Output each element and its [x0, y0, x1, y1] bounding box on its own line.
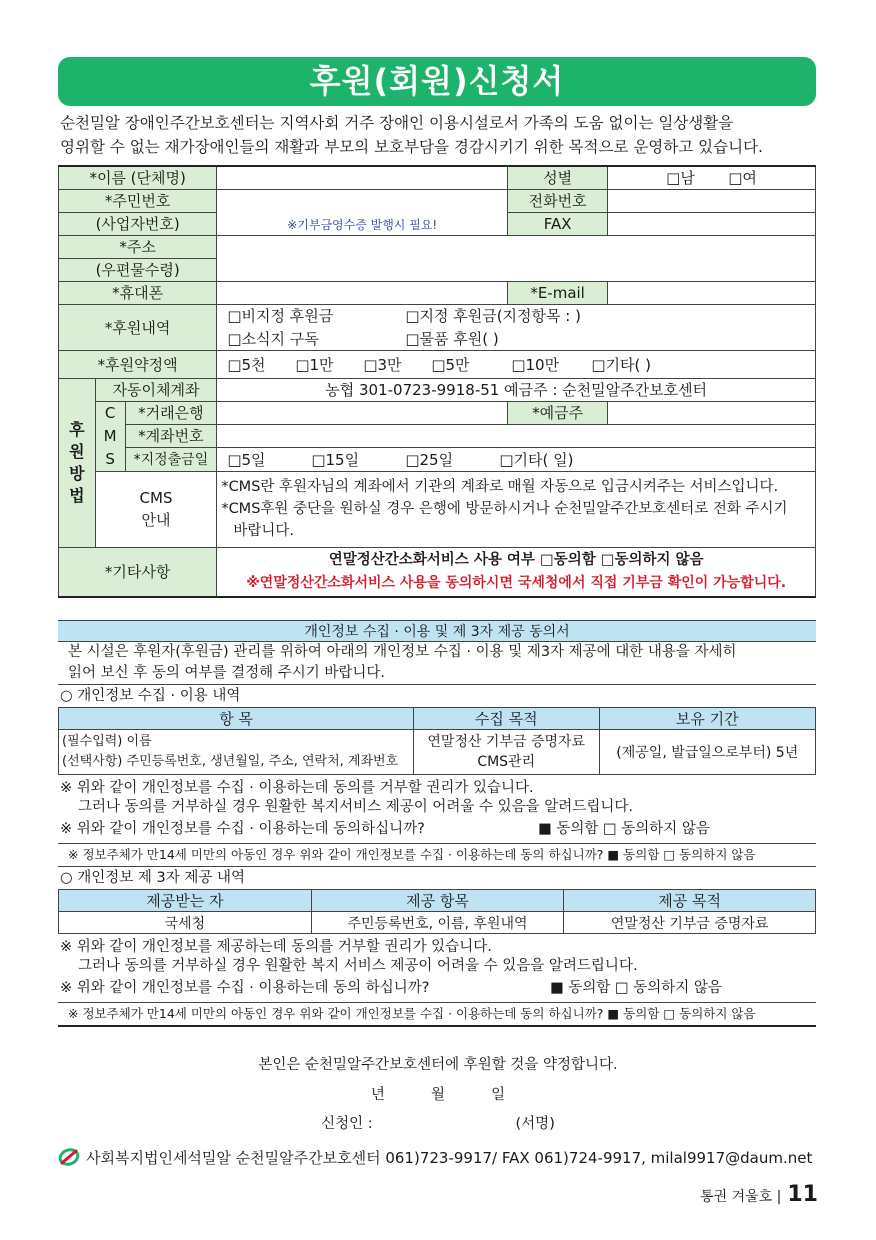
collect-purpose [413, 730, 599, 775]
rrn-label: *주민번호 [59, 189, 217, 212]
amount-options [217, 350, 816, 378]
cms-guide-line: 바랍니다. [233, 523, 294, 539]
goods-donation-checkbox[interactable]: □물품 후원( ) [405, 329, 499, 348]
name-label: *이름 (단체명) [59, 166, 217, 189]
rrn-label-sub: (사업자번호) [59, 212, 217, 235]
cms-guide-text [217, 471, 816, 547]
footer-text: 사회복지법인세석밀알 순천밀알주간보호센터 061)723-9917/ FAX 061)724-9917, milal9917@daum.net [86, 1149, 813, 1167]
third-recipient: 국세청 [59, 912, 312, 934]
collect-purpose-line: 연말정산 기부금 증명자료 [427, 734, 586, 750]
gender-female-checkbox[interactable]: □여 [728, 169, 757, 188]
bank-label: *거래은행 [125, 401, 217, 424]
minor-consent-note-2[interactable]: ※ 정보주체가 만14세 미만의 아동인 경우 위와 같이 개인정보를 수집 · 이용하는데 동의 하십니까? ■ 동의함 □ 동의하지 않음 [58, 1003, 816, 1027]
privacy-section [58, 620, 816, 1027]
amount-50k-checkbox[interactable]: □5만 [431, 355, 470, 374]
gender-label: 성별 [508, 166, 608, 189]
third-note: ※ 위와 같이 개인정보를 제공하는데 동의를 거부할 권리가 있습니다. [60, 939, 492, 955]
intro-line: 영위할 수 없는 재가장애인들의 재활과 부모의 보호부담을 경감시키기 위한 목적으로 운영하고 있습니다. [60, 138, 763, 156]
holder-label: *예금주 [508, 401, 608, 424]
amount-other-checkbox[interactable]: □기타( ) [591, 355, 651, 374]
third-party-table [58, 889, 816, 934]
mobile-field[interactable] [217, 281, 508, 304]
applicant-signature-line[interactable]: 신청인 : (서명) [321, 1116, 555, 1132]
address-label: *주소 [59, 235, 217, 258]
newsletter-checkbox[interactable]: □소식지 구독 [227, 329, 319, 348]
collect-question: ※ 위와 같이 개인정보를 수집 · 이용하는데 동의하십니까? [60, 821, 425, 837]
address-label-sub: (우편물수령) [59, 258, 217, 281]
name-field[interactable] [217, 166, 508, 189]
donation-type-label: *후원내역 [59, 304, 217, 350]
collect-consent-row [58, 817, 816, 841]
privacy-intro-line: 읽어 보신 후 동의 여부를 결정해 주시기 바랍니다. [68, 665, 386, 681]
tax-service-consent[interactable]: 연말정산간소화서비스 사용 여부 □동의함 □동의하지 않음 [328, 551, 704, 568]
donation-undesignated-checkbox[interactable]: □비지정 후원금 [227, 307, 334, 326]
donation-type-row-1 [217, 304, 816, 327]
page-number-value: 11 [787, 1182, 818, 1207]
collect-table [58, 707, 816, 775]
method-label-text: 후원방법 [69, 419, 85, 505]
third-question: ※ 위와 같이 개인정보를 수집 · 이용하는데 동의 하십니까? [60, 980, 430, 996]
privacy-intro-line: 본 시설은 후원자(후원금) 관리를 위하여 아래의 개인정보 수집 · 이용 및 제3자 제공에 대한 내용을 자세히 [68, 644, 737, 660]
collect-notes [58, 775, 816, 844]
phone-field[interactable] [608, 189, 816, 212]
third-purpose: 연말정산 기부금 증명자료 [564, 912, 816, 934]
third-notes [58, 934, 816, 1003]
transfer-account: 농협 301-0723-9918-51 예금주 : 순천밀알주간보호센터 [217, 378, 816, 401]
cms-guide-line: *CMS란 후원자님의 계좌에서 기관의 계좌로 매월 자동으로 입금시켜주는 서비스입니다. [221, 479, 779, 495]
phone-label: 전화번호 [508, 189, 608, 212]
intro-text [60, 111, 816, 159]
withdraw-other-checkbox[interactable]: □기타( 일) [499, 450, 574, 469]
method-label [59, 378, 96, 547]
email-label: *E-mail [508, 281, 608, 304]
withdraw-5-checkbox[interactable]: □5일 [227, 450, 266, 469]
gender-options[interactable] [608, 166, 816, 189]
fax-field[interactable] [608, 212, 816, 235]
amount-10k-checkbox[interactable]: □1만 [295, 355, 334, 374]
account-field[interactable] [217, 424, 816, 447]
collect-purpose-line: CMS관리 [477, 754, 536, 770]
page-title: 후원(회원)신청서 [58, 57, 816, 106]
collect-title: ○ 개인정보 수집 · 이용 내역 [60, 688, 241, 704]
cms-label-text: CMS [103, 403, 117, 468]
privacy-header: 개인정보 수집 · 이용 및 제 3자 제공 동의서 [58, 620, 816, 642]
account-label: *계좌번호 [125, 424, 217, 447]
rrn-note: ※기부금영수증 발행시 필요! [287, 217, 438, 232]
third-items: 주민등록번호, 이름, 후원내역 [311, 912, 564, 934]
withdraw-label: *지정출금일 [125, 448, 217, 471]
cms-guide-label [95, 471, 217, 547]
address-field[interactable] [217, 235, 816, 281]
donation-form-table [58, 165, 816, 598]
cms-guide-line: *CMS후원 중단을 원하실 경우 은행에 방문하시거나 순천밀알주간보호센터로 전화 주시기 [221, 501, 788, 517]
footer-contact [58, 1147, 812, 1170]
etc-content [217, 547, 816, 597]
collect-item: (선택사항) 주민등록번호, 생년월일, 주소, 연락처, 계좌번호 [62, 754, 399, 769]
withdraw-15-checkbox[interactable]: □15일 [311, 450, 360, 469]
amount-label: *후원약정액 [59, 350, 217, 378]
cms-guide-label-1: CMS [139, 489, 173, 507]
third-header-items: 제공 항목 [311, 890, 564, 912]
privacy-intro [58, 642, 816, 685]
collect-note: 그러나 동의를 거부하실 경우 원활한 복지서비스 제공이 어려울 수 있음을 알려드립니다. [78, 799, 633, 815]
milal-logo-icon [58, 1148, 80, 1170]
collect-header-purpose: 수집 목적 [413, 708, 599, 730]
withdraw-options [217, 448, 816, 471]
fax-label: FAX [508, 212, 608, 235]
collect-period: (제공일, 발급일으로부터) 5년 [599, 730, 815, 775]
intro-line: 순천밀알 장애인주간보호센터는 지역사회 거주 장애인 이용시설로서 가족의 도움 없이는 일상생활을 [60, 114, 734, 132]
email-field[interactable] [608, 281, 816, 304]
holder-field[interactable] [608, 401, 816, 424]
page-number [700, 1182, 818, 1207]
minor-consent-note[interactable]: ※ 정보주체가 만14세 미만의 아동인 경우 위와 같이 개인정보를 수집 · 이용하는데 동의 하십니까? ■ 동의함 □ 동의하지 않음 [58, 844, 816, 867]
third-consent-row [58, 976, 816, 1000]
collect-header-period: 보유 기간 [599, 708, 815, 730]
gender-male-checkbox[interactable]: □남 [666, 169, 695, 188]
amount-5k-checkbox[interactable]: □5천 [227, 355, 266, 374]
third-note: 그러나 동의를 거부하실 경우 원활한 복지 서비스 제공이 어려울 수 있음을 알려드립니다. [78, 958, 638, 974]
mobile-label: *휴대폰 [59, 281, 217, 304]
issue-label: 통권 겨울호 | [700, 1189, 782, 1205]
bank-field[interactable] [217, 401, 508, 424]
tax-service-warning: ※연말정산간소화서비스 사용을 동의하시면 국세청에서 직접 기부금 확인이 가능합니다. [246, 574, 787, 591]
collect-items [59, 730, 414, 775]
collect-consent-options[interactable]: ■ 동의함 □ 동의하지 않음 [538, 821, 710, 837]
collect-note: ※ 위와 같이 개인정보를 수집 · 이용하는데 동의를 거부할 권리가 있습니다. [60, 780, 534, 796]
collect-item: (필수입력) 이름 [62, 734, 152, 749]
etc-label: *기타사항 [59, 547, 217, 597]
amount-100k-checkbox[interactable]: □10만 [511, 355, 560, 374]
collect-header-item: 항 목 [59, 708, 414, 730]
date-line[interactable]: 년 월 일 [370, 1087, 506, 1103]
withdraw-25-checkbox[interactable]: □25일 [405, 450, 454, 469]
donation-designated-checkbox[interactable]: □지정 후원금(지정항목 : ) [405, 307, 581, 326]
third-party-title: ○ 개인정보 제 3자 제공 내역 [60, 870, 245, 886]
third-header-recipient: 제공받는 자 [59, 890, 312, 912]
transfer-label: 자동이체계좌 [95, 378, 217, 401]
pledge-text: 본인은 순천밀알주간보호센터에 후원할 것을 약정합니다. [258, 1057, 618, 1073]
donation-type-row-2 [217, 327, 816, 350]
cms-label [95, 401, 125, 471]
cms-guide-label-2: 안내 [141, 511, 171, 529]
third-header-purpose: 제공 목적 [564, 890, 816, 912]
third-consent-options[interactable]: ■ 동의함 □ 동의하지 않음 [550, 980, 722, 996]
rrn-field[interactable] [217, 189, 508, 235]
amount-30k-checkbox[interactable]: □3만 [363, 355, 402, 374]
